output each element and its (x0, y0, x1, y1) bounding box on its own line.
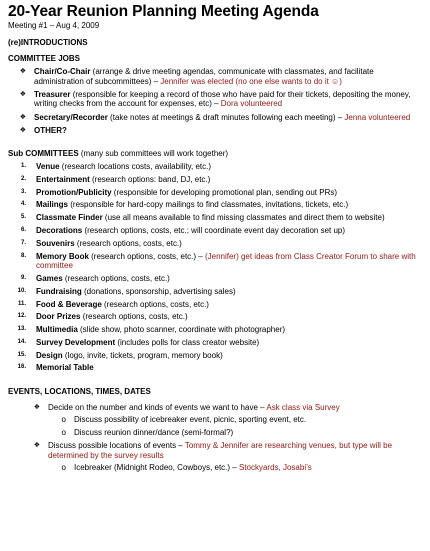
subcommittee-item (8, 188, 422, 198)
event-sub-icebreaker-venue (8, 463, 422, 473)
diamond-bullet-icon: ❖ (19, 113, 26, 121)
subcommittee-name: Games (36, 273, 63, 283)
subcommittee-name: Multimedia (36, 325, 78, 335)
circle-bullet-icon: o (61, 463, 66, 473)
subcommittee-name: Memorial Table (36, 363, 94, 373)
subcommittee-desc: (slide show, photo scanner, coordinate with photographer) (77, 325, 286, 335)
event-bullet-text: Discuss possible locations of events – (48, 440, 185, 450)
subcommittee-number: 4. (20, 201, 26, 208)
event-sub-icebreaker (8, 415, 422, 425)
event-sub-text: Discuss possibility of icebreaker event, picnic, sporting event, etc. (74, 415, 307, 425)
subcommittee-desc: (responsible for hard-copy mailings to find classmates, invitations, tickets, etc.) (68, 200, 349, 210)
diamond-bullet-icon: ❖ (19, 126, 26, 134)
subcommittee-desc: (research options, costs, etc.) (80, 312, 188, 322)
subcommittee-desc: (donations, sponsorship, advertising sales) (81, 286, 236, 296)
subcommittee-name: Venue (36, 162, 60, 172)
subcommittee-name: Souvenirs (36, 238, 75, 248)
subcommittee-number: 11. (17, 300, 26, 307)
circle-bullet-icon: o (61, 415, 66, 425)
job-item-treasurer (8, 90, 422, 109)
subcommittee-number: 7. (20, 239, 26, 246)
subcommittee-number: 16. (17, 364, 26, 371)
job-desc: (responsible for keeping a record of those who have paid for their tickets, depositing the money, writing checks from the account for expenses, etc) – (34, 89, 411, 109)
subcommittee-name: Fundraising (36, 286, 82, 296)
committee-jobs-heading: COMMITTEE JOBS (8, 54, 81, 64)
page-title: 20-Year Reunion Planning Meeting Agenda (8, 3, 319, 20)
meeting-subtitle: Meeting #1 – Aug 4, 2009 (8, 21, 100, 30)
subcommittee-desc: (responsible for developing promotional plan, sending out PRs) (111, 187, 338, 197)
diamond-bullet-icon: ❖ (19, 67, 26, 75)
subcommittee-number: 15. (17, 351, 26, 358)
job-item-secretary (8, 113, 422, 123)
subcommittee-number: 9. (20, 274, 26, 281)
job-item-other (8, 126, 422, 136)
subcommittee-item (8, 363, 422, 373)
subcommittee-name: Decorations (36, 226, 83, 235)
diamond-bullet-icon: ❖ (19, 90, 26, 98)
subcommittee-desc: (research options, costs, etc.; will coordinate event day decoration set up) (82, 226, 346, 235)
subcommittee-number: 10. (17, 287, 26, 294)
job-desc: (arrange & drive meeting agendas, communicate with classmates, and facilitate administration of subcommittees) – (34, 66, 374, 86)
subcommittee-number: 8. (20, 252, 26, 259)
subcommittee-item (8, 213, 422, 223)
subcommittee-number: 1. (20, 163, 26, 170)
subcommittee-number: 14. (17, 338, 26, 345)
subcommittee-item (8, 200, 422, 210)
job-name: Secretary/Recorder (34, 112, 108, 122)
subcommittee-desc: (use all means available to find missing classmates and direct them to website) (102, 213, 385, 223)
event-sub-note: Stockyards, Josabi’s (238, 463, 312, 473)
subcommittee-number: 13. (17, 326, 26, 333)
subcommittee-name: Promotion/Publicity (36, 187, 112, 197)
subcommittee-number: 12. (17, 313, 26, 320)
job-note: Dora volunteered (220, 99, 283, 109)
subcommittee-item (8, 162, 422, 172)
subcommittee-item (8, 274, 422, 284)
subcommittee-item (8, 312, 422, 322)
subcommittee-item (8, 351, 422, 361)
diamond-bullet-icon: ❖ (33, 403, 40, 411)
job-item-chair (8, 67, 422, 86)
subcommittee-note: (Jennifer) get ideas from Class Creator Forum to share with committee (36, 251, 416, 271)
job-name: Treasurer (34, 89, 71, 99)
subcommittee-desc: (research options: band, DJ, etc.) (89, 174, 211, 184)
event-bullet-locations (8, 441, 422, 460)
job-note: Jennifer was elected (no one else wants to do it ☺) (160, 76, 342, 86)
subcommittee-number: 2. (20, 175, 26, 182)
subcommittee-item (8, 325, 422, 335)
subcommittee-desc: (research options, costs, etc.) – (88, 251, 205, 261)
subcommittee-name: Mailings (36, 200, 69, 210)
job-note: Jenna volunteered (344, 112, 411, 122)
subcommittee-number: 3. (20, 188, 26, 195)
subcommittee-desc: (research options, costs, etc.) (101, 299, 209, 309)
event-sub-dinner (8, 428, 422, 438)
subcommittee-item (8, 338, 422, 348)
job-name: OTHER? (34, 125, 67, 135)
subcommittee-number: 6. (20, 227, 26, 233)
subcommittee-item (8, 239, 422, 249)
intro-heading: (re)INTRODUCTIONS (8, 37, 88, 47)
subcommittee-item (8, 175, 422, 185)
subcommittee-desc: (research options, costs, etc.) (62, 273, 170, 283)
job-name: Chair/Co-Chair (34, 66, 91, 76)
subcommittee-item (8, 252, 422, 271)
event-bullet-kinds (8, 403, 422, 413)
event-sub-text: Discuss reunion dinner/dance (semi-formal?) (74, 428, 234, 438)
subcommittee-name: Food & Beverage (36, 299, 102, 309)
subcommittee-desc: (research locations costs, availability, etc.) (59, 162, 212, 172)
subcommittee-desc: (research options, costs, etc.) (74, 238, 182, 248)
subcommittee-name: Door Prizes (36, 312, 81, 322)
subcommittee-desc: (logo, invite, tickets, program, memory book) (62, 350, 223, 360)
subcommittee-name: Survey Development (36, 337, 116, 347)
job-desc: (take notes at meetings & draft minutes following each meeting) – (107, 112, 345, 122)
subcommittee-item (8, 300, 422, 310)
subcommittee-name: Design (36, 350, 63, 360)
subcommittee-name: Classmate Finder (36, 213, 103, 223)
event-sub-text: Icebreaker (Midnight Rodeo, Cowboys, etc.) – (74, 463, 239, 473)
events-heading: EVENTS, LOCATIONS, TIMES, DATES (8, 387, 151, 396)
subcommittee-list (8, 162, 422, 373)
circle-bullet-icon: o (61, 428, 66, 438)
event-bullet-text: Decide on the number and kinds of events we want to have – (48, 402, 267, 412)
subcommittee-name: Memory Book (36, 251, 89, 261)
subcommittee-item (8, 226, 422, 236)
sub-committees-heading: Sub COMMITTEES (many sub committees will work together) (8, 149, 229, 159)
subcommittee-number: 5. (20, 214, 26, 221)
event-bullet-note: Tommy & Jennifer are researching venues, but type will be determined by the survey results (48, 440, 393, 460)
diamond-bullet-icon: ❖ (33, 441, 40, 449)
subcommittee-desc: (includes polls for class creator website) (115, 337, 260, 347)
sub-committees-heading-note: (many sub committees will work together) (78, 149, 229, 159)
event-bullet-note: Ask class via Survey (266, 402, 340, 412)
subcommittee-name: Entertainment (36, 174, 90, 184)
subcommittee-item (8, 287, 422, 297)
